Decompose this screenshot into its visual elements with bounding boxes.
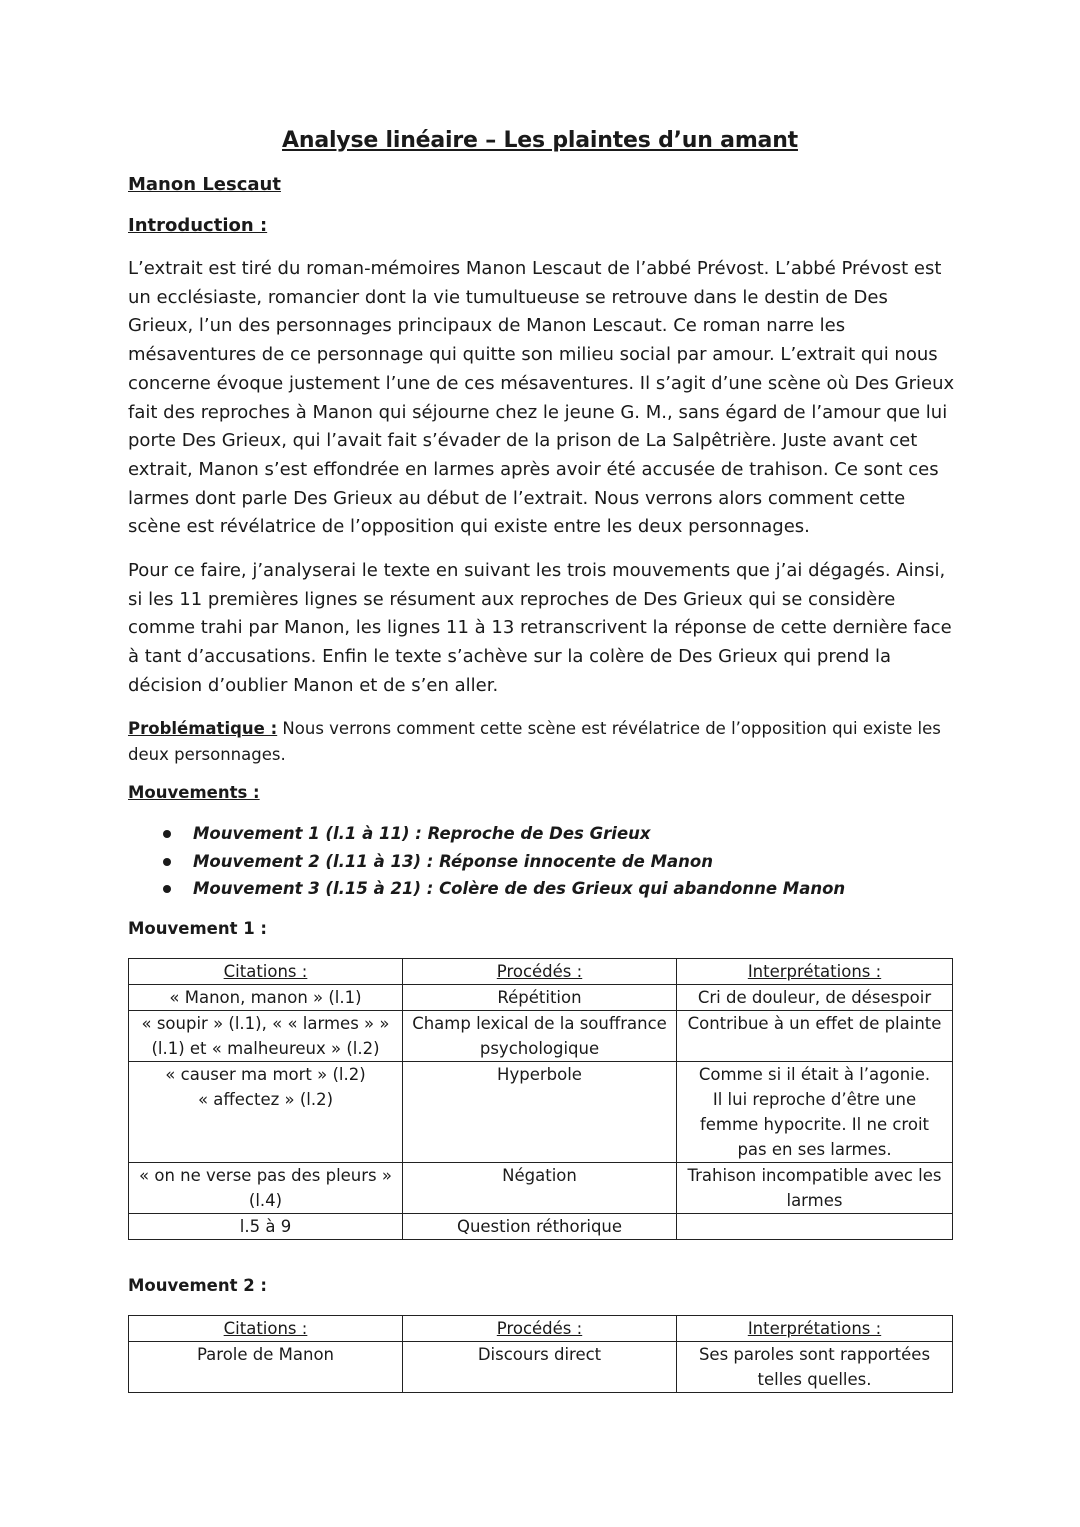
mouvement1-table xyxy=(128,958,953,1240)
mouvement2-table xyxy=(128,1315,953,1393)
intro-heading: Introduction : xyxy=(128,215,268,236)
cell-citation: « causer ma mort » (l.2) xyxy=(129,1062,403,1088)
cell-procede: Champ lexical de la souffrance psychologique xyxy=(403,1011,677,1062)
cell-interpretation: Cri de douleur, de désespoir xyxy=(677,985,953,1011)
cell-procede: Négation xyxy=(403,1163,677,1214)
header-procedes: Procédés : xyxy=(403,1316,677,1342)
header-interpretations: Interprétations : xyxy=(677,959,953,985)
cell-citation: « Manon, manon » (l.1) xyxy=(129,985,403,1011)
mouvements-list xyxy=(128,820,845,903)
cell-citation: « affectez » (l.2) xyxy=(129,1087,403,1163)
bullet-icon xyxy=(163,858,171,866)
list-item xyxy=(128,875,845,903)
page-title: Analyse linéaire – Les plaintes d’un amant xyxy=(282,128,798,153)
table-header-row xyxy=(129,1316,953,1342)
cell-interpretation: Ses paroles sont rapportées telles quelles. xyxy=(677,1342,953,1393)
mouvements-heading: Mouvements : xyxy=(128,783,260,802)
cell-procede: Question réthorique xyxy=(403,1214,677,1240)
cell-citation: « soupir » (l.1), « « larmes » » (l.1) et « malheureux » (l.2) xyxy=(129,1011,403,1062)
header-interpretations: Interprétations : xyxy=(677,1316,953,1342)
table-row xyxy=(129,1087,953,1163)
mouvement-text: Mouvement 3 (l.15 à 21) : Colère de des Grieux qui abandonne Manon xyxy=(193,879,846,898)
table-row xyxy=(129,1342,953,1393)
table-row xyxy=(129,1163,953,1214)
intro-text-2: Pour ce faire, j’analyserai le texte en suivant les trois mouvements que j’ai dégagés. Ainsi, si les 11 premières lignes se résument aux reproches de Des Grieux qui se considère comme trahi par Manon, les lignes 11 à 13 retranscrivent la réponse de cette dernière face à tant d’accusations. Enfin le texte s’achève sur la colère de Des Grieux qui prend la décision d’oublier Manon et de s’en aller. xyxy=(128,560,952,696)
cell-citation: « on ne verse pas des pleurs » (l.4) xyxy=(129,1163,403,1214)
cell-interpretation: Trahison incompatible avec les larmes xyxy=(677,1163,953,1214)
cell-interpretation xyxy=(677,1214,953,1240)
cell-citation: Parole de Manon xyxy=(129,1342,403,1393)
table-row xyxy=(129,1011,953,1062)
problematique-text: Nous verrons comment cette scène est révélatrice de l’opposition qui existe les deux personnages. xyxy=(128,719,941,764)
bullet-icon xyxy=(163,830,171,838)
cell-interpretation: Comme si il était à l’agonie. xyxy=(677,1062,953,1088)
mouvement1-label: Mouvement 1 : xyxy=(128,919,268,938)
mouvement-text: Mouvement 2 (l.11 à 13) : Réponse innocente de Manon xyxy=(193,851,713,871)
cell-interpretation: Il lui reproche d’être une femme hypocrite. Il ne croit pas en ses larmes. xyxy=(677,1087,953,1163)
mouvement2-label: Mouvement 2 : xyxy=(128,1276,268,1295)
problematique xyxy=(128,716,958,768)
cell-procede: Répétition xyxy=(403,985,677,1011)
cell-procede xyxy=(403,1087,677,1163)
mouvement-text: Mouvement 1 (l.1 à 11) : Reproche de Des Grieux xyxy=(193,824,651,843)
intro-text-1: L’extrait est tiré du roman-mémoires Manon Lescaut de l’abbé Prévost. L’abbé Prévost est un ecclésiaste, romancier dont la vie tumultueuse se retrouve dans le destin de Des Grieux, l’un des personnages principaux de Manon Lescaut. Ce roman narre les mésaventures de ce personnage qui quitte son milieu social par amour. L’extrait qui nous concerne évoque justement l’une de ces mésaventures. Il s’agit d’une scène où Des Grieux fait des reproches à Manon qui séjourne chez le jeune G. M., sans égard de l’amour que lui porte Des Grieux, qui l’avait fait s’évader de la prison de La Salpêtrière. Juste avant cet extrait, Manon s’est effondrée en larmes après avoir été accusée de trahison. Ce sont ces larmes dont parle Des Grieux au début de l’extrait. Nous verrons alors comment cette scène est révélatrice de l’opposition qui existe entre les deux personnages. xyxy=(128,258,955,538)
header-citations: Citations : xyxy=(129,1316,403,1342)
list-item xyxy=(128,820,845,848)
table-row xyxy=(129,1062,953,1088)
cell-citation: l.5 à 9 xyxy=(129,1214,403,1240)
problematique-label: Problématique : xyxy=(128,719,278,738)
table-header-row xyxy=(129,959,953,985)
cell-procede: Discours direct xyxy=(403,1342,677,1393)
table-row xyxy=(129,985,953,1011)
work-title: Manon Lescaut xyxy=(128,174,281,195)
header-procedes: Procédés : xyxy=(403,959,677,985)
header-citations: Citations : xyxy=(129,959,403,985)
cell-procede: Hyperbole xyxy=(403,1062,677,1088)
intro-paragraph-1 xyxy=(128,255,958,542)
list-item xyxy=(128,848,845,876)
intro-paragraph-2 xyxy=(128,557,958,701)
bullet-icon xyxy=(163,885,171,893)
cell-interpretation: Contribue à un effet de plainte xyxy=(677,1011,953,1062)
table-row xyxy=(129,1214,953,1240)
